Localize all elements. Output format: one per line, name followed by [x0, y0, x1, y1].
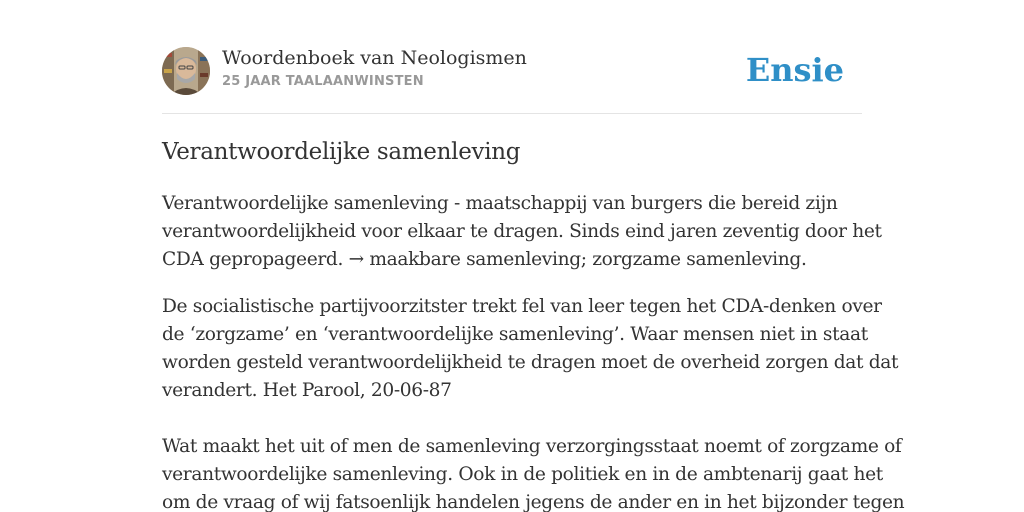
ensie-logo[interactable]: Ensie: [745, 51, 844, 89]
text-line: worden gesteld verantwoordelijkheid te dragen moet de overheid zorgen dat dat: [162, 352, 899, 373]
text-line: CDA gepropageerd. → maakbare samenleving; zorgzame samenleving.: [162, 249, 807, 270]
text-line: verantwoordelijkheid voor elkaar te dragen. Sinds eind jaren zeventig door het: [162, 221, 882, 242]
article: [162, 136, 905, 512]
quote-paragraph: [162, 293, 899, 405]
definition-paragraph: [162, 190, 882, 274]
text-line: verandert. Het Parool, 20-06-87: [162, 380, 452, 401]
author-name[interactable]: Woordenboek van Neologismen: [222, 47, 527, 69]
text-line: De socialistische partijvoorzitster trekt fel van leer tegen het CDA-denken over: [162, 296, 882, 317]
header-divider: [162, 113, 862, 114]
article-title: Verantwoordelijke samenleving: [162, 139, 521, 165]
quote-paragraph: [162, 433, 905, 512]
avatar[interactable]: [162, 47, 210, 95]
text-line: om de vraag of wij fatsoenlijk handelen jegens de ander en in het bijzonder tegen: [162, 492, 905, 512]
header: [162, 46, 862, 96]
text-line: de ‘zorgzame’ en ‘verantwoordelijke samenleving’. Waar mensen niet in staat: [162, 324, 868, 345]
author-portrait-icon: [162, 47, 210, 95]
text-line: verantwoordelijke samenleving. Ook in de politiek en in de ambtenarij gaat het: [162, 464, 883, 485]
text-line: Wat maakt het uit of men de samenleving verzorgingsstaat noemt of zorgzame of: [162, 436, 902, 457]
text-line: Verantwoordelijke samenleving - maatschappij van burgers die bereid zijn: [162, 193, 838, 214]
author-tagline: 25 JAAR TAALAANWINSTEN: [222, 74, 424, 89]
